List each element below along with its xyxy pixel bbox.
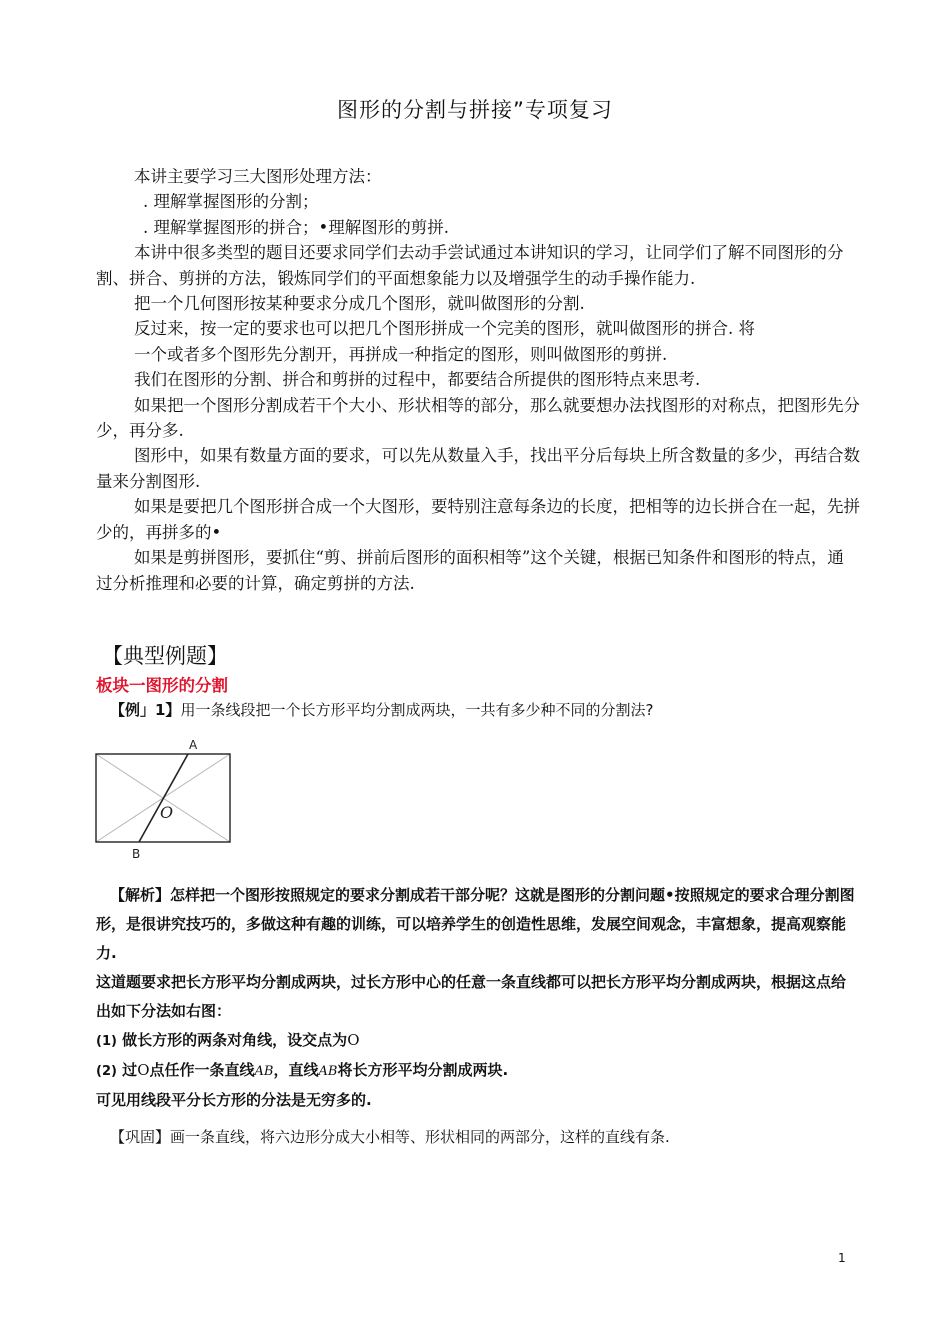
example-tag: 【例」1】 [110,701,181,719]
step-text: ，直线 [273,1061,319,1079]
step-text: 点任作一条直线 [149,1061,255,1079]
intro-section [96,164,860,596]
analysis-paragraph: 【解析】怎样把一个图形按照规定的要求分割成若干部分呢？这就是图形的分割问题•按照规定的要求合理分割图形，是很讲究技巧的，多做这种有趣的训练，可以培养学生的创造性思维，发展空间观念，丰富想象，提高观察能力. [96,886,855,962]
intro-paragraph-continued: 一个或者多个图形先分割开，再拼成一种指定的图形，则叫做图形的剪拼. [134,344,668,364]
intro-paragraph: 我们在图形的分割、拼合和剪拼的过程中，都要结合所提供的图形特点来思考. [134,370,701,390]
intro-paragraph: 反过来，按一定的要求也可以把几个图形拼成一个完美的图形，就叫做图形的拼合. 将 [134,319,755,339]
block-heading: 板块一图形的分割 [96,676,228,695]
line-ab-text: AB [254,1064,274,1079]
intro-paragraph: 本讲主要学习三大图形处理方法： [134,167,382,186]
intro-list-item: . 理解掌握图形的分割； [143,192,319,212]
page-title: 图形的分割与拼接”专项复习 [337,98,613,122]
intro-paragraph: 把一个几何图形按某种要求分成几个图形，就叫做图形的分割. [134,294,585,314]
step-text: 过 [122,1061,138,1079]
step-number: (1) [96,1034,117,1049]
example-text: 用一条线段把一个长方形平均分割成两块，一共有多少种不同的分割法? [180,701,654,719]
step-number: (2) [96,1064,117,1079]
intro-paragraph: 如果把一个图形分割成若干个大小、形状相等的部分，那么就要想办法找图形的对称点，把图形先分少，再分多. [96,395,860,441]
intro-paragraph: 本讲中很多类型的题目还要求同学们去动手尝试通过本讲知识的学习，让同学们了解不同图形的分割、拼合、剪拼的方法，锻炼同学们的平面想象能力以及增强学生的动手操作能力. [96,243,844,288]
page-number: 1 [838,1251,846,1265]
point-o-label: O [160,803,174,822]
section-heading: 【典型例题】 [102,644,228,668]
intro-paragraph: 图形中，如果有数量方面的要求，可以先从数量入手，找出平分后每块上所含数量的多少，再结合数量来分割图形. [96,446,860,491]
analysis-step-1 [96,1026,860,1056]
line-ab-text: AB [318,1064,338,1079]
step-text: 将长方形平均分割成两块. [337,1061,509,1079]
analysis-section [96,881,860,1115]
segment-ab [139,754,188,842]
intro-paragraph: 如果是剪拼图形，要抓住“剪、拼前后图形的面积相等”这个关键，根据已知条件和图形的特点，通过分析推理和必要的计算，确定剪拼的方法. [96,548,844,593]
analysis-paragraph: 这道题要求把长方形平均分割成两块，过长方形中心的任意一条直线都可以把长方形平均分割成两块，根据这点给出如下分法如右图： [96,973,847,1020]
intro-list-item: . 理解掌握图形的拼合；•理解图形的剪拼. [143,217,449,237]
intro-paragraph: 如果是要把几个图形拼合成一个大图形，要特别注意每条边的长度，把相等的边长拼合在一起，先拼少的，再拼多的• [96,497,860,542]
analysis-conclusion: 可见用线段平分长方形的分法是无穷多的. [96,1091,372,1109]
point-a-label: A [189,738,198,752]
rectangle-division-figure [90,734,240,864]
example-1 [110,699,653,720]
step-text: 做长方形的两条对角线，设交点为 [122,1031,348,1049]
point-o-text: O [347,1031,360,1049]
point-b-label: B [132,847,141,861]
consolidate-exercise: 【巩固】画一条直线，将六边形分成大小相等、形状相同的两部分，这样的直线有条. [110,1128,670,1146]
analysis-step-2 [96,1056,860,1086]
point-o-text: O [137,1061,150,1079]
